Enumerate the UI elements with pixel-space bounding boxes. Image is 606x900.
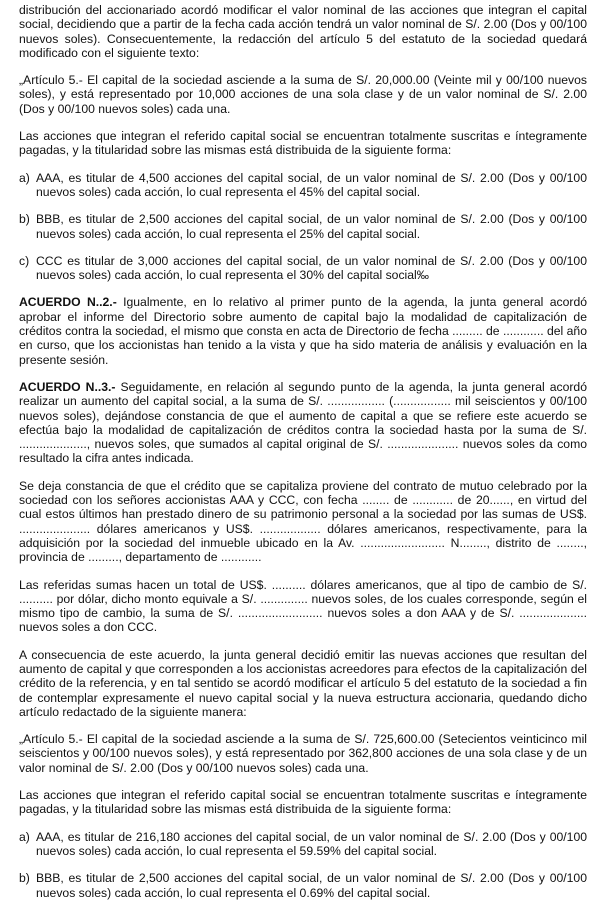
list-item — [19, 171, 587, 200]
list-marker: a) — [19, 170, 30, 185]
sums-paragraph: Las referidas sumas hacen un total de US$. .......... dólares americanos, que al tipo de cambio de S/. .......... por dólar, dicho monto equivale a S/. .............. nuevos soles, de los cuales corresponde, según el mismo tipo de cambio, la suma de S/. ......................... nuevos soles a don AAA y de S/. .................... nuevos soles a don CCC. — [19, 577, 587, 635]
article-5-amended: „Artículo 5.- El capital de la sociedad asciende a la suma de S/. 725,600.00 (Setecientos veinticinco mil seiscientos y 00/100 nuevos soles), y está representado por 362,800 acciones de una sola clase y de un valor nominal de S/. 2.00 (Dos y 00/100 nuevos soles) cada una. — [19, 732, 587, 775]
shares-distribution-original: Las acciones que integran el referido capital social se encuentran totalmente suscritas e íntegramente pagadas, y la titularidad sobre las mismas está distribuida de la siguiente forma: — [19, 129, 587, 158]
list-marker: b) — [19, 871, 30, 886]
acuerdo-3-heading: ACUERDO N..3.- — [19, 379, 116, 394]
list-text: BBB, es titular de 2,500 acciones del capital social, de un valor nominal de S/. 2.00 (Dos y 00/100 nuevos soles) cada acción, lo cual representa el 0.69% del capital social. — [36, 871, 587, 900]
list-item — [19, 212, 587, 241]
list-text: BBB, es titular de 2,500 acciones del capital social, de un valor nominal de S/. 2.00 (Dos y 00/100 nuevos soles) cada acción, lo cual representa el 25% del capital social. — [36, 212, 587, 241]
consequence-paragraph: A consecuencia de este acuerdo, la junta general decidió emitir las nuevas acciones que resultan del aumento de capital y que corresponden a los accionistas acreedores para efectos de la capitalización del crédito de la referencia, y en tal sentido se acordó modificar el artículo 5 del estatuto de la sociedad a fin de contemplar expresamente el nuevo capital social y la nueva estructura accionaria, quedando dicho artículo redactado de la siguiente manera: — [19, 647, 587, 719]
list-marker: b) — [19, 212, 30, 227]
acuerdo-2-heading: ACUERDO N..2.- — [19, 295, 117, 310]
list-item — [19, 254, 587, 283]
paragraph-intro: distribución del accionariado acordó modificar el valor nominal de las acciones que integran el capital social, decidiendo que a partir de la fecha cada acción tendrá un valor nominal de S/. 2.00 (Dos y 00/100 nuevos soles). Consecuentemente, la redacción del artículo 5 del estatuto de la sociedad quedará modificado con el siguiente texto: — [19, 3, 587, 60]
list-text: AAA, es titular de 4,500 acciones del capital social, de un valor nominal de S/. 2.00 (Dos y 00/100 nuevos soles) cada acción, lo cual representa el 45% del capital social. — [36, 170, 587, 199]
acuerdo-2-body: Igualmente, en lo relativo al primer punto de la agenda, la junta general acordó aprobar el informe del Directorio sobre aumento de capital bajo la modalidad de capitalización de créditos contra la sociedad, el mismo que consta en acta de Directorio de fecha ......... de ............ del año en curso, que los accionistas han tenido a la vista y que ha sido materia de análisis y evaluación en la presente sesión. — [19, 295, 587, 367]
acuerdo-3-paragraph — [19, 380, 587, 466]
list-text: CCC es titular de 3,000 acciones del capital social, de un valor nominal de S/. 2.00 (Dos y 00/100 nuevos soles) cada acción, lo cual representa el 30% del capital social‰ — [36, 253, 587, 283]
list-item — [19, 830, 587, 859]
acuerdo-3-body: Seguidamente, en relación al segundo punto de la agenda, la junta general acordó realizar un aumento del capital social, a la suma de S/. ................. (................. mil seiscientos y 00/100 nuevos soles), dejándose constancia de que el aumento de capital a que se refiere este acuerdo se efectúa bajo la modalidad de capitalización de créditos contra la sociedad hasta por la suma de S/. ...................., nuevos soles, que sumados al capital original de S/. ..................... nuevos soles da como resultado la cifra antes indicada. — [19, 379, 587, 466]
list-text: AAA, es titular de 216,180 acciones del capital social, de un valor nominal de S/. 2.00 (Dos y 00/100 nuevos soles) cada acción, lo cual representa el 59.59% del capital social. — [36, 829, 587, 858]
acuerdo-2-paragraph — [19, 295, 587, 366]
list-marker: a) — [19, 829, 30, 844]
credit-origin-paragraph: Se deja constancia de que el crédito que se capitaliza proviene del contrato de mutuo celebrado por la sociedad con los señores accionistas AAA y CCC, con fecha ........ de ............ de 20......, en virtud del cual estos últimos han prestado dinero de su patrimonio personal a la sociedad por las sumas de US$. ..................... dólares americanos y US$. .................. dólares americanos, respectivamente, para la adquisición por la sociedad del inmueble ubicado en la Av. ......................... N........, distrito de ........, provincia de ........., departamento de ............ — [19, 478, 587, 565]
article-5-original: „Artículo 5.- El capital de la sociedad asciende a la suma de S/. 20,000.00 (Veinte mil y 00/100 nuevos soles), y está representado por 10,000 acciones de una sola clase y de un valor nominal de S/. 2.00 (Dos y 00/100 nuevos soles) cada una. — [19, 73, 587, 116]
list-marker: c) — [19, 253, 30, 268]
shares-distribution-amended: Las acciones que integran el referido capital social se encuentran totalmente suscritas e íntegramente pagadas, y la titularidad sobre las mismas está distribuida de la siguiente forma: — [19, 788, 587, 817]
